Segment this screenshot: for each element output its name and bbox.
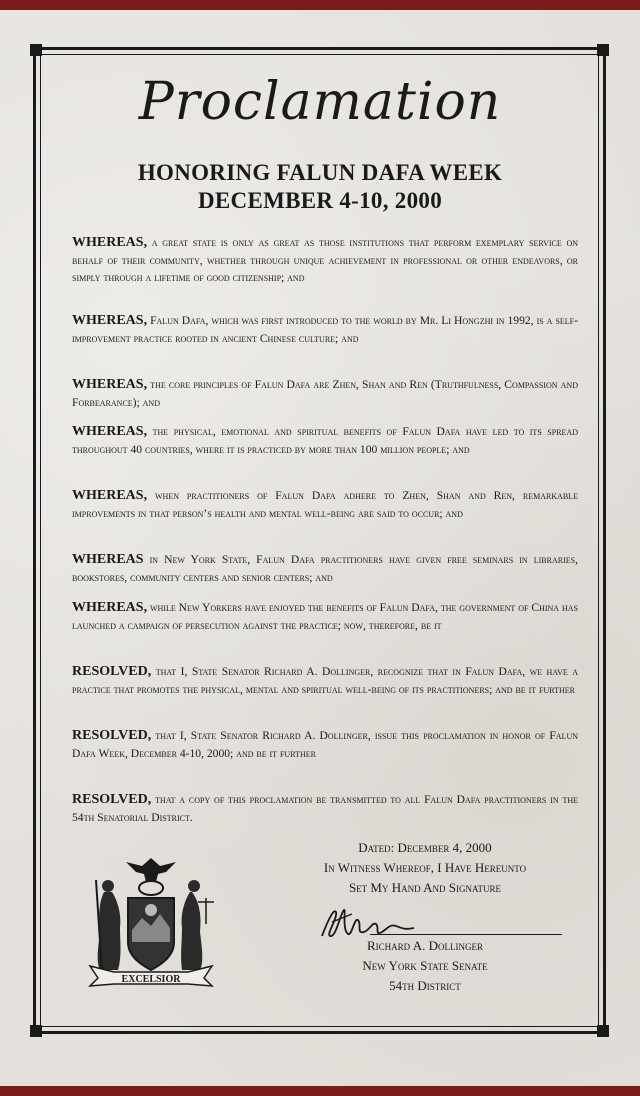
resolved-paragraph — [72, 791, 578, 826]
whereas-paragraph — [72, 376, 578, 411]
whereas-paragraph — [72, 423, 578, 458]
paragraph-text: the core principles of Falun Dafa are Zhen, Shan and Ren (Truthfulness, Compassion and Forbearance); and — [72, 378, 578, 409]
corner-ornament — [597, 1025, 609, 1037]
new-york-state-seal-icon — [84, 852, 218, 990]
paragraph-lead: RESOLVED, — [72, 792, 152, 807]
signature-line — [370, 934, 562, 935]
corner-ornament — [30, 1025, 42, 1037]
paragraph-lead: WHEREAS, — [72, 377, 148, 392]
witness-line: In Witness Whereof, I Have Hereunto — [323, 860, 527, 875]
paragraph-text: that I, State Senator Richard A. Dollinger, issue this proclamation in honor of Falun Dafa Week, December 4-10, 2000; and be it further — [72, 729, 578, 760]
paragraph-text: that a copy of this proclamation be transmitted to all Falun Dafa practitioners in the 54th Senatorial District. — [72, 793, 578, 824]
paragraph-text: Falun Dafa, which was first introduced to the world by Mr. Li Hongzhi in 1992, is a self-improvement practice rooted in ancient Chinese culture; and — [72, 314, 578, 345]
whereas-paragraph — [72, 551, 578, 586]
heading-line-1: HONORING FALUN DAFA WEEK — [137, 160, 503, 185]
heading-line-2: DECEMBER 4-10, 2000 — [197, 188, 442, 213]
whereas-paragraph — [72, 487, 578, 522]
paragraph-lead: WHEREAS, — [72, 600, 148, 615]
paragraph-text: when practitioners of Falun Dafa adhere to Zhen, Shan and Ren, remarkable improvements in that person’s health and mental well-being are said to occur; and — [72, 489, 578, 520]
dated-block — [300, 838, 550, 898]
paragraph-lead: WHEREAS, — [72, 313, 148, 328]
signatory-block — [300, 936, 550, 996]
paragraph-lead: WHEREAS — [72, 552, 144, 567]
resolved-paragraph — [72, 727, 578, 762]
paragraph-text: while New Yorkers have enjoyed the benefits of Falun Dafa, the government of China has launched a campaign of persecution against the practice; now, therefore, be it — [72, 601, 578, 632]
paragraph-text: a great state is only as great as those institutions that perform exemplary service on behalf of their community, whether through unique achievement in professional or other endeavors, or simply through a lifetime of good citizenship; and — [72, 236, 578, 284]
whereas-paragraph — [72, 234, 578, 287]
paragraph-lead: WHEREAS, — [72, 235, 148, 250]
paragraph-lead: WHEREAS, — [72, 488, 148, 503]
whereas-paragraph — [72, 312, 578, 347]
whereas-paragraph — [72, 599, 578, 634]
signatory-district: 54th District — [389, 978, 461, 993]
paragraph-text: that I, State Senator Richard A. Dollinger, recognize that in Falun Dafa, we have a practice that promotes the physical, mental and spiritual well-being of its practitioners; and be it further — [72, 665, 578, 696]
paragraph-lead: WHEREAS, — [72, 424, 148, 439]
paragraph-text: the physical, emotional and spiritual benefits of Falun Dafa have led to its spread throughout 40 countries, where it is practiced by more than 100 million people; and — [72, 425, 578, 456]
dated-line: Dated: December 4, 2000 — [358, 840, 492, 855]
witness-line: Set My Hand And Signature — [348, 880, 502, 895]
paragraph-lead: RESOLVED, — [72, 728, 152, 743]
signatory-office: New York State Senate — [362, 958, 488, 973]
paragraph-lead: RESOLVED, — [72, 664, 152, 679]
signatory-name: Richard A. Dollinger — [367, 938, 483, 953]
seal-motto: EXCELSIOR — [121, 974, 181, 985]
corner-ornament — [597, 44, 609, 56]
proclamation-title: Proclamation — [138, 72, 502, 132]
resolved-paragraph — [72, 663, 578, 698]
paragraph-text: in New York State, Falun Dafa practitioners have given free seminars in libraries, bookstores, community centers and senior centers; and — [72, 553, 578, 584]
corner-ornament — [30, 44, 42, 56]
